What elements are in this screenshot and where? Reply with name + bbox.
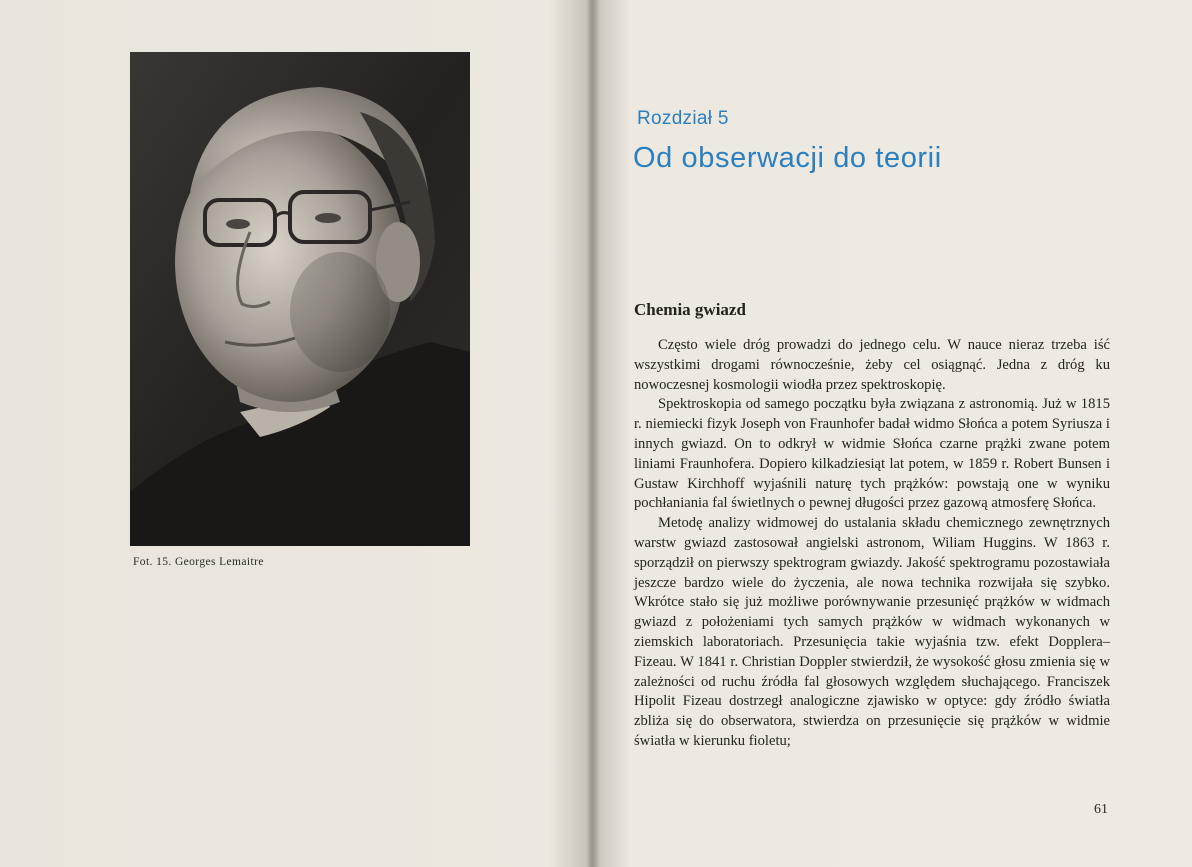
paragraph: Metodę analizy widmowej do ustalania składu chemicznego zewnętrznych warstw gwiazd zastosował angielski astronom, Wiliam Huggins. W 1863 r. sporządził on pierwszy spektrogram gwiazdy. Jakość spektrogramu pozostawiała jeszcze bardzo wiele do życzenia, ale nowa technika rozwijała się szybko. Wkrótce stało się już możliwe porównywanie przesunięć prążków w widmach gwiazd z położeniami tych samych prążków w widmach wykonanych w ziemskich laboratoriach. Przesunięcia takie wyjaśnia tzw. efekt Dopplera–Fizeau. W 1841 r. Christian Doppler stwierdził, że wysokość głosu zmienia się w zależności od ruchu źródła fal głosowych względem słuchającego. Franciszek Hipolit Fizeau dostrzegł analogiczne zjawisko w optyce: gdy źródło światła zbliża się do obserwatora, stwierdza on przesunięcie się prążków w widmie światła w kierunku fioletu; [634, 515, 1110, 749]
section-title: Chemia gwiazd [634, 300, 746, 319]
portrait-photo [130, 52, 470, 546]
chapter-title: Od obserwacji do teorii [633, 142, 942, 174]
paragraph: Często wiele dróg prowadzi do jednego celu. W nauce nieraz trzeba iść wszystkimi drogami równocześnie, żeby cel osiągnąć. Jedna z dróg ku nowoczesnej kosmologii wiodła przez spektroskopię. [634, 337, 1110, 393]
portrait-image [130, 52, 470, 546]
paragraph: Spektroskopia od samego początku była związana z astronomią. Już w 1815 r. niemiecki fizyk Joseph von Fraunhofer badał widmo Słońca a potem Syriusza i innych gwiazd. On to odkrył w widmie Słońca czarne prążki zwane potem liniami Fraunhofera. Dopiero kilkadziesiąt lat potem, w 1859 r. Robert Bunsen i Gustaw Kirchhoff wyjaśnili naturę tych prążków: powstają one w wyniku pochłaniania fal świetlnych o pewnej długości przez gazową atmosferę Słońca. [634, 396, 1110, 512]
bleed-through-text [470, 45, 580, 415]
page-number: 61 [1094, 802, 1108, 817]
photo-caption: Fot. 15. Georges Lemaitre [133, 556, 264, 568]
body-text [634, 336, 1110, 752]
bleed-through-text [65, 568, 585, 768]
left-page [0, 0, 593, 867]
chapter-label: Rozdział 5 [637, 108, 729, 129]
